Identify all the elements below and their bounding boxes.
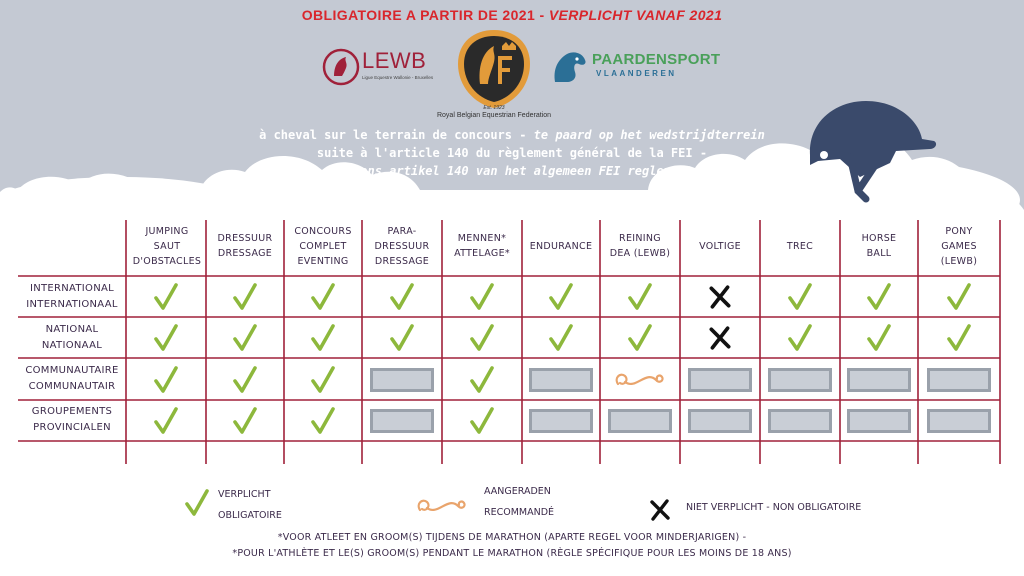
col-header-line: DRESSUUR (217, 233, 273, 244)
col-header-line: BALL (866, 248, 892, 259)
col-header-eventing (284, 220, 362, 272)
col-header-line: JUMPING (145, 225, 189, 237)
check-icon (367, 282, 437, 312)
col-header-line: SAUT (153, 240, 181, 252)
row-label-groupements (18, 404, 126, 436)
not-applicable-box (367, 406, 437, 436)
check-icon (367, 323, 437, 353)
col-header-attelage (442, 220, 522, 272)
check-icon (526, 282, 596, 312)
col-header-line: HORSE (861, 233, 897, 244)
col-header-line: ATTELAGE* (454, 248, 510, 259)
col-header-pony-games (918, 220, 1000, 272)
check-icon (844, 282, 914, 312)
check-icon (605, 323, 675, 353)
check-icon (131, 323, 201, 353)
legend-check-line: VERPLICHT (218, 489, 271, 500)
not-applicable-box (526, 406, 596, 436)
not-applicable-box (844, 406, 914, 436)
check-icon (526, 323, 596, 353)
col-header-line: DRESSUUR (374, 240, 430, 252)
check-icon (288, 323, 358, 353)
col-header-line: COMPLET (299, 240, 347, 252)
col-header-line: CONCOURS (294, 225, 352, 237)
lewb-name: LEWB (362, 48, 427, 73)
recommended-swirl-icon (414, 494, 470, 518)
legend-check-line: OBLIGATOIRE (218, 510, 282, 521)
col-header-line: D'OBSTACLES (132, 255, 202, 267)
footnote-line-2: *POUR L'ATHLÈTE ET LE(S) GROOM(S) PENDANT LE MARATHON (RÈGLE SPÉCIFIQUE POUR LES MOINS DE 18 ANS) (232, 548, 792, 559)
col-header-line: MENNEN* (457, 233, 507, 244)
check-icon (210, 323, 280, 353)
col-header-line: PONY (945, 225, 973, 237)
paardensport-name: PAARDENSPORT (592, 51, 721, 68)
col-header-line: DRESSAGE (374, 255, 430, 267)
rbef-name: Royal Belgian Equestrian Federation (436, 112, 551, 119)
col-header-line: TREC (786, 240, 814, 252)
row-label-line: INTERNATIONAAL (26, 299, 118, 310)
row-label-national (18, 322, 126, 354)
col-header-dressage (206, 220, 284, 272)
cross-icon (648, 498, 672, 522)
check-icon (447, 365, 517, 395)
col-header-line: GAMES (941, 240, 977, 252)
check-icon (447, 323, 517, 353)
subtitle-line-3: volgens artikel 140 van het algemeen FEI reglement (331, 164, 693, 178)
check-icon (765, 282, 835, 312)
check-icon (288, 282, 358, 312)
col-header-line: EVENTING (297, 255, 349, 267)
col-header-line: ENDURANCE (529, 240, 593, 252)
check-icon (210, 406, 280, 436)
row-label-line: INTERNATIONAL (29, 283, 115, 294)
col-header-horse-ball (840, 220, 918, 272)
cross-icon (685, 323, 755, 353)
col-header-reining (600, 220, 680, 272)
not-applicable-box (367, 365, 437, 395)
paardensport-sub: VLAANDEREN (596, 69, 677, 78)
not-applicable-box (685, 365, 755, 395)
check-icon (131, 365, 201, 395)
title-nl: VERPLICHT VANAF 2021 (548, 7, 723, 23)
row-label-line: COMMUNAUTAIRE (25, 365, 119, 376)
row-label-line: PROVINCIALEN (33, 422, 111, 433)
row-label-international (18, 281, 126, 313)
col-header-line: DRESSAGE (217, 248, 273, 259)
col-header-para-dressage (362, 220, 442, 272)
legend-check-text (218, 484, 282, 526)
check-icon (844, 323, 914, 353)
subtitle-line-1-nl: te paard op het wedstrijdterrein (533, 128, 765, 142)
col-header-jumping (128, 220, 206, 272)
check-icon (765, 323, 835, 353)
not-applicable-box (526, 365, 596, 395)
title-fr: OBLIGATOIRE A PARTIR DE 2021 - (301, 7, 549, 23)
legend-recommended-text (484, 481, 554, 523)
check-icon (210, 282, 280, 312)
legend-recommended-line: RECOMMANDÉ (484, 507, 555, 518)
col-header-line: VOLTIGE (699, 240, 741, 252)
not-applicable-box (924, 365, 994, 395)
check-icon (924, 323, 994, 353)
not-applicable-box (765, 406, 835, 436)
row-label-communautaire (18, 363, 126, 395)
check-icon (288, 406, 358, 436)
subtitle-line-1-fr: à cheval sur le terrain de concours - (259, 128, 534, 142)
row-label-line: COMMUNAUTAIR (28, 381, 116, 392)
check-icon (605, 282, 675, 312)
check-icon (210, 365, 280, 395)
legend-recommended-line: AANGERADEN (484, 486, 551, 497)
rbef-est: Est. 1923 (483, 105, 505, 111)
col-header-line: PARA- (387, 225, 417, 237)
row-label-line: GROUPEMENTS (31, 406, 113, 417)
check-icon (924, 282, 994, 312)
not-applicable-box (924, 406, 994, 436)
not-applicable-box (765, 365, 835, 395)
recommended-swirl-icon (605, 365, 675, 395)
cross-icon (685, 282, 755, 312)
not-applicable-box (685, 406, 755, 436)
col-header-line: (LEWB) (940, 255, 978, 267)
check-icon (184, 488, 210, 518)
check-icon (288, 365, 358, 395)
col-header-line: REINING (619, 233, 661, 244)
lewb-subtitle: Ligue Equestre Wallonie - Bruxelles (362, 75, 434, 80)
col-header-line: DEA (LEWB) (609, 248, 671, 259)
footnote-line-1: *VOOR ATLEET EN GROOM(S) TIJDENS DE MARATHON (APARTE REGEL VOOR MINDERJARIGEN) - (277, 532, 747, 543)
check-icon (131, 406, 201, 436)
check-icon (447, 406, 517, 436)
row-label-line: NATIONAL (45, 324, 99, 335)
check-icon (447, 282, 517, 312)
col-header-endurance (522, 220, 600, 272)
col-header-voltige (680, 220, 760, 272)
col-header-trec (760, 220, 840, 272)
legend-cross-text: NIET VERPLICHT - NON OBLIGATOIRE (686, 502, 862, 513)
subtitle-line-2: suite à l'article 140 du règlement général de la FEI - (316, 146, 708, 160)
row-label-line: NATIONAAL (41, 340, 103, 351)
not-applicable-box (605, 406, 675, 436)
check-icon (131, 282, 201, 312)
not-applicable-box (844, 365, 914, 395)
